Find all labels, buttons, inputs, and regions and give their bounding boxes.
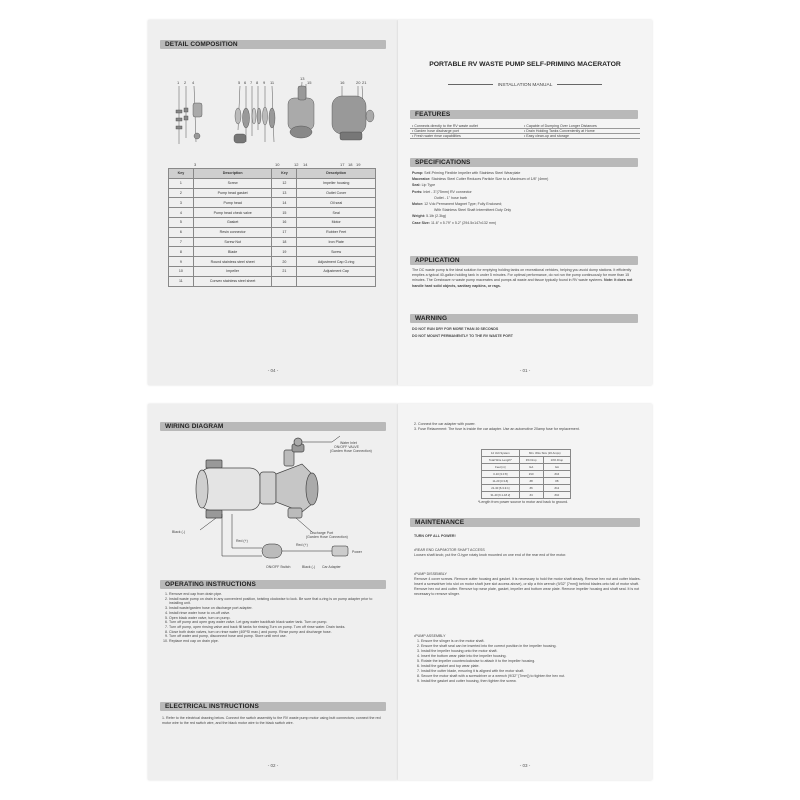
list-item: • Drain Holding Tanks Conveniently at Home — [524, 129, 595, 133]
table-cell: 16 — [272, 217, 297, 227]
table-row — [169, 237, 376, 247]
table-cell: 3% Drop — [519, 457, 543, 464]
callout-4: 4 — [192, 80, 195, 85]
table-row — [169, 217, 376, 227]
table-header: Key — [169, 169, 194, 179]
table-header: Description — [297, 169, 376, 179]
list-item: 7. Turn off pump, open rinsing valve and back fill tanks for rinsing.Turn on pump. Turn off rinse water. Drain tanks. — [169, 625, 384, 630]
spec-line: Ports: Inlet - 3"(75mm) RV connector — [412, 189, 472, 194]
warning-list — [412, 326, 638, 340]
table-cell — [297, 276, 376, 286]
table-cell: Adjustment Cap — [297, 266, 376, 276]
table-cell: 18 — [272, 237, 297, 247]
table-cell: 1 — [169, 178, 194, 188]
manual-title: PORTABLE RV WASTE PUMP SELF-PRIMING MACERATOR — [429, 61, 621, 68]
list-item: 10. Replace end cap on drain pipe. — [169, 639, 384, 644]
table-row — [482, 464, 571, 471]
section-header-maintenance: MAINTENANCE — [410, 518, 640, 527]
section-header-warning: WARNING — [410, 314, 638, 323]
table-cell: #12 — [543, 485, 570, 492]
table-cell: 12 — [272, 178, 297, 188]
table-cell: 19 — [272, 247, 297, 257]
page-maintenance — [398, 404, 652, 780]
list-item: 4. Install rinse water hose to on-off valve. — [169, 611, 384, 616]
table-cell: 2 — [169, 188, 194, 198]
table-cell: Seal — [297, 208, 376, 218]
section-header-features: FEATURES — [410, 110, 638, 119]
callout-11: 11 — [270, 80, 275, 85]
page-number: - 01 - — [519, 368, 531, 373]
operating-steps — [162, 592, 384, 644]
list-item: 4. Insert the bottom wear plate into the impeller housing. — [421, 654, 642, 659]
table-row — [169, 208, 376, 218]
callout-19: 19 — [356, 162, 361, 167]
list-item: 9. Install the gasket and cutter housing, then tighten the screw. — [421, 679, 642, 684]
label-valve-connection: (Garden Hose Connection) — [330, 449, 372, 453]
section-header-operating: OPERATING INSTRUCTIONS — [160, 580, 386, 589]
table-row — [482, 450, 571, 457]
parts-key-table — [168, 168, 376, 287]
list-item: 5. Rotate the impeller counterclockwise to attach it to the impeller housing. — [421, 659, 642, 664]
callout-16: 16 — [340, 80, 345, 85]
page-cover-specs — [398, 20, 652, 385]
table-cell: Rubber Feet — [297, 227, 376, 237]
callout-14: 14 — [303, 162, 308, 167]
table-cell: Min. Wire Size (20 Amps) — [519, 450, 570, 457]
label-red-switch: Red (+) — [296, 543, 308, 547]
section-header-wiring: WIRING DIAGRAM — [160, 422, 386, 431]
callout-5: 5 — [238, 80, 241, 85]
list-item: 6. Turn off pump and open gray water valve. Let gray water backflush black water tank. Turn on pump. — [169, 620, 384, 625]
callout-3: 3 — [194, 162, 197, 167]
warning-item: DO NOT RUN DRY FOR MORE THAN 30 SECONDS — [412, 327, 499, 331]
table-header: Key — [272, 169, 297, 179]
list-item: 2. Install waste pump on drain in any convenient position, twisting clockwise to lock. Be sure that o-ring is on pump adapter prior to installing unit. — [169, 597, 384, 606]
table-row — [169, 198, 376, 208]
table-cell: #8 — [543, 478, 570, 485]
table-cell: Screw — [193, 178, 272, 188]
table-cell: 13 — [272, 188, 297, 198]
callout-15: 15 — [307, 80, 312, 85]
list-item: • Capable of Dumping Over Longer Distances — [524, 124, 597, 128]
table-cell: 10% Drop — [543, 457, 570, 464]
callout-7: 7 — [250, 80, 253, 85]
label-onoff-switch: ON/OFF Switch — [266, 565, 291, 569]
list-item: • Connects directly to the RV waste outlet — [412, 124, 478, 128]
assembly-section: •PUMP ASSEMBLY 1. Ensure the slinger is on the motor shaft. 2. Ensure the shaft seal can be inserted into the correct position in the impeller housing. 3. Install the impeller housing onto the motor shaft. 4. Insert the bottom wear plate into the impeller housing. 5. Rotate the impeller counterclockwise to attach it to the impeller housing. 6. Install the gasket and top wear plate. 7. Install the cutter blade, ensuring it is aligned with the motor shaft. 8. Secure the motor shaft with a screwdriver or a wrench (9/32" [7mm]) to tighten the hex nut. 9. Install the gasket and cutter housing, then tighten the screw. — [414, 634, 642, 684]
callout-1: 1 — [177, 80, 180, 85]
table-row — [169, 257, 376, 267]
callout-21: 21 — [362, 80, 367, 85]
callout-20: 20 — [356, 80, 361, 85]
page-number: - 04 - — [267, 368, 279, 373]
table-cell: #10 — [543, 492, 570, 499]
table-cell: #16 — [543, 471, 570, 478]
table-cell: Iron Plate — [297, 237, 376, 247]
list-item: 7. Install the cutter blade, ensuring it is aligned with the motor shaft. — [421, 669, 642, 674]
table-row — [169, 266, 376, 276]
table-cell: Impeller housing — [297, 178, 376, 188]
table-cell: 20 — [272, 257, 297, 267]
page-number: - 03 - — [519, 763, 531, 768]
table-cell: 4 — [169, 208, 194, 218]
table-cell: Round stainless steel sheet — [193, 257, 272, 267]
table-cell: Feet [m] — [482, 464, 520, 471]
callout-6: 6 — [244, 80, 247, 85]
table-cell: Convex stainless steel sheet — [193, 276, 272, 286]
application-text: The DC waste pump is the ideal solution for emptying holding tanks on recreational vehicles, helping you avoid dump stations. It efficiently empties a typical 40-gallon holding tank in under 5 minutes. For optimal performance, do not run the pump continuously for more than 15 minutes. The Crestwave rv waste pump macerates and pumps all waste and tissue typically found in RV waste systems. Note: It does not handle hard solid objects, sanitary napkins, or rags. — [412, 268, 633, 288]
list-item: 1. Ensure the slinger is on the motor shaft. — [421, 639, 642, 644]
table-cell: Adjustment Cap O-ring — [297, 257, 376, 267]
table-cell: Impeller — [193, 266, 272, 276]
exploded-view-diagram — [162, 58, 384, 176]
table-cell: Pump head gasket — [193, 188, 272, 198]
table-cell: 11-20 [3.3-6] — [482, 478, 520, 485]
table-cell: Gasket — [193, 217, 272, 227]
table-cell: 6 — [169, 227, 194, 237]
warning-item: DO NOT MOUNT PERMANENTLY TO THE RV WASTE PORT — [412, 334, 513, 338]
table-cell: 10 — [169, 266, 194, 276]
table-cell: #8 — [519, 478, 543, 485]
table-cell — [272, 276, 297, 286]
table-cell: #6 — [519, 485, 543, 492]
table-row — [169, 227, 376, 237]
spec-line: Macerator: Stainless Steel Cutter Reduces Particle Size to a Maximum of 1/8" (4mm) — [412, 177, 549, 182]
spec-line: Seal: Lip Type — [412, 183, 436, 188]
rear-cap-section: •REAR END CAP/MOTOR SHAFT ACCESS Loosen shaft knob, put the O-type rotaty knob mounted on one end of the rear end of the motor. — [414, 548, 567, 557]
list-item: • Garden hose discharge port — [412, 129, 459, 133]
list-item: 8. Secure the motor shaft with a screwdriver or a wrench (9/32" [7mm]) to tighten the hex nut. — [421, 674, 642, 679]
table-cell: 14 — [272, 198, 297, 208]
electrical-text: 1. Refer to the electrical drawing below. Connect the switch assembly to the RV waste pump motor using butt connectors; connect the red motor wire to the red switch wire, and the black motor wire to the black switch wire. — [162, 716, 381, 725]
section-header-electrical: ELECTRICAL INSTRUCTIONS — [160, 702, 386, 711]
electrical-continued: 2. Connect the car adapter with power. 3. Fuse Relacement: The fuse is inside the car adapter. Use an automotive 20amp fuse for replacement. — [414, 422, 580, 431]
list-item: 8. Close both drain valves, turn on rinse water (40PSI max.) and pump. Rinse pump and discharge hose. — [169, 630, 384, 635]
table-row — [169, 188, 376, 198]
list-item: 6. Install the gasket and top wear plate. — [421, 664, 642, 669]
table-row — [482, 457, 571, 464]
table-cell: Screw Nut — [193, 237, 272, 247]
table-cell: #4 — [519, 492, 543, 499]
table-cell: 21-30 [6.3-9.1] — [482, 485, 520, 492]
table-row — [482, 485, 571, 492]
list-item: • Fresh water rinse capabilities — [412, 134, 461, 138]
label-red-wire: Red (+) — [236, 539, 248, 543]
application-note: Note: It does not handle hard solid objects, sanitary napkins, or rags. — [412, 278, 633, 288]
spec-line: Case Size: 11.6" x 5.79" x 5.2" (294.5x147x132 mm) — [412, 220, 497, 225]
power-off-warning: TURN OFF ALL POWER! — [414, 534, 456, 538]
callout-12: 12 — [294, 162, 299, 167]
label-black-wire: Black (-) — [172, 530, 186, 534]
table-cell: 9 — [169, 257, 194, 267]
label-car-adapter: Car Adapter — [322, 565, 341, 569]
label-onoff-valve: ON/OFF VALVE — [334, 445, 359, 449]
callout-8: 8 — [256, 80, 259, 85]
table-cell: 15 — [272, 208, 297, 218]
features-right-list — [524, 124, 642, 139]
list-item: 9. Turn off water and pump, disconnect hose and pump. Store until next use. — [169, 634, 384, 639]
spec-line: Motor: 12 Vdc Permanent Magnet Type; Fully Enclosed; — [412, 202, 503, 207]
manual-subtitle: INSTALLATION MANUAL — [408, 83, 642, 88]
list-item: 5. Open black water valve, turn on pump. — [169, 616, 384, 621]
table-cell: 3 — [169, 198, 194, 208]
page-wiring-operating — [148, 404, 398, 780]
page-number: - 02 - — [267, 763, 279, 768]
table-cell: Outlet Cover — [297, 188, 376, 198]
list-item: 3. Install waste/garden hose on discharge port adapter. — [169, 606, 384, 611]
table-cell: Blade — [193, 247, 272, 257]
table-cell: 8 — [169, 247, 194, 257]
callout-2: 2 — [184, 80, 187, 85]
table-row — [169, 247, 376, 257]
section-header-application: APPLICATION — [410, 256, 638, 265]
label-discharge-connection: (Garden Hose Connection) — [306, 535, 348, 539]
wire-size-table — [481, 449, 571, 499]
list-item: 1. Remove end cap from drain pipe. — [169, 592, 384, 597]
table-cell: 11 — [169, 276, 194, 286]
table-cell: 5 — [169, 217, 194, 227]
callout-9: 9 — [263, 80, 266, 85]
table-cell: 17 — [272, 227, 297, 237]
section-header-specifications: SPECIFICATIONS — [410, 158, 638, 167]
disassembly-section: •PUMP DISSEMBLY Remove 4 cover screws. Remove cutter housing and gasket. It is necessary to hold the motor shaft steady. Remove hex nut and cutter blades. Insert a screwdriver into slot on motor shaft (see slot access above), or slip a thin wrench (9/32" [7mm]) behind blades onto tall of motor shaft. Remove hex nut and cutter. Remove top wear plate, gasket, impeller and bottom wear plate. Remove impeller housing and shaft seal. It is not necessary to remove slinger. — [414, 572, 641, 596]
section-header-detail: DETAIL COMPOSITION — [160, 40, 386, 49]
page-detail-composition — [148, 20, 398, 385]
table-cell: Screw — [297, 247, 376, 257]
table-cell: Resin connector — [193, 227, 272, 237]
table-cell: 0-10 [3.0 8] — [482, 471, 520, 478]
table-cell: #10 — [519, 471, 543, 478]
label-power: Power — [352, 550, 362, 554]
table-cell: Pump head check valve — [193, 208, 272, 218]
table-cell: GA — [519, 464, 543, 471]
table-row — [482, 471, 571, 478]
table-cell: 21 — [272, 266, 297, 276]
wire-footnote: *Length from power source to motor and back to ground. — [478, 500, 569, 504]
table-row — [482, 492, 571, 499]
table-cell: Oil seal — [297, 198, 376, 208]
table-cell: 7 — [169, 237, 194, 247]
list-item: 3. Install the impeller housing onto the motor shaft. — [421, 649, 642, 654]
table-cell: Pump head — [193, 198, 272, 208]
table-cell: Total Wire Length* — [482, 457, 520, 464]
table-row — [169, 178, 376, 188]
table-cell: 12 Volt System — [482, 450, 520, 457]
table-row — [169, 276, 376, 286]
table-cell: 31-40 [9.1-18.2] — [482, 492, 520, 499]
features-left-list — [412, 124, 524, 139]
spec-line: Pump: Self-Priming Flexible Impeller with Stainless Steel Wearplate — [412, 171, 521, 175]
list-item: • Easy clean-up and storage — [524, 134, 570, 138]
list-item: 2. Ensure the shaft seal can be inserted into the correct position in the impeller housing. — [421, 644, 642, 649]
table-row — [482, 478, 571, 485]
wiring-diagram — [162, 434, 386, 574]
label-black-switch: Black (-) — [302, 565, 316, 569]
spec-line: Outlet - 1" hose barb — [434, 195, 468, 200]
label-water-inlet: Water Inlet — [340, 441, 357, 445]
callout-10: 10 — [275, 162, 280, 167]
callout-18: 18 — [348, 162, 353, 167]
callout-17: 17 — [340, 162, 345, 167]
label-discharge-port: Discharge Port — [310, 531, 334, 535]
callout-13: 13 — [300, 76, 305, 81]
table-cell: Motor — [297, 217, 376, 227]
specifications-list — [412, 170, 640, 226]
spec-line: Weight: 5.1lb (2.3kg) — [412, 214, 447, 219]
table-cell: GA — [543, 464, 570, 471]
spec-line: With Stainless Steel Shaft Intermittent Duty Only — [434, 208, 512, 213]
table-header: Description — [193, 169, 272, 179]
